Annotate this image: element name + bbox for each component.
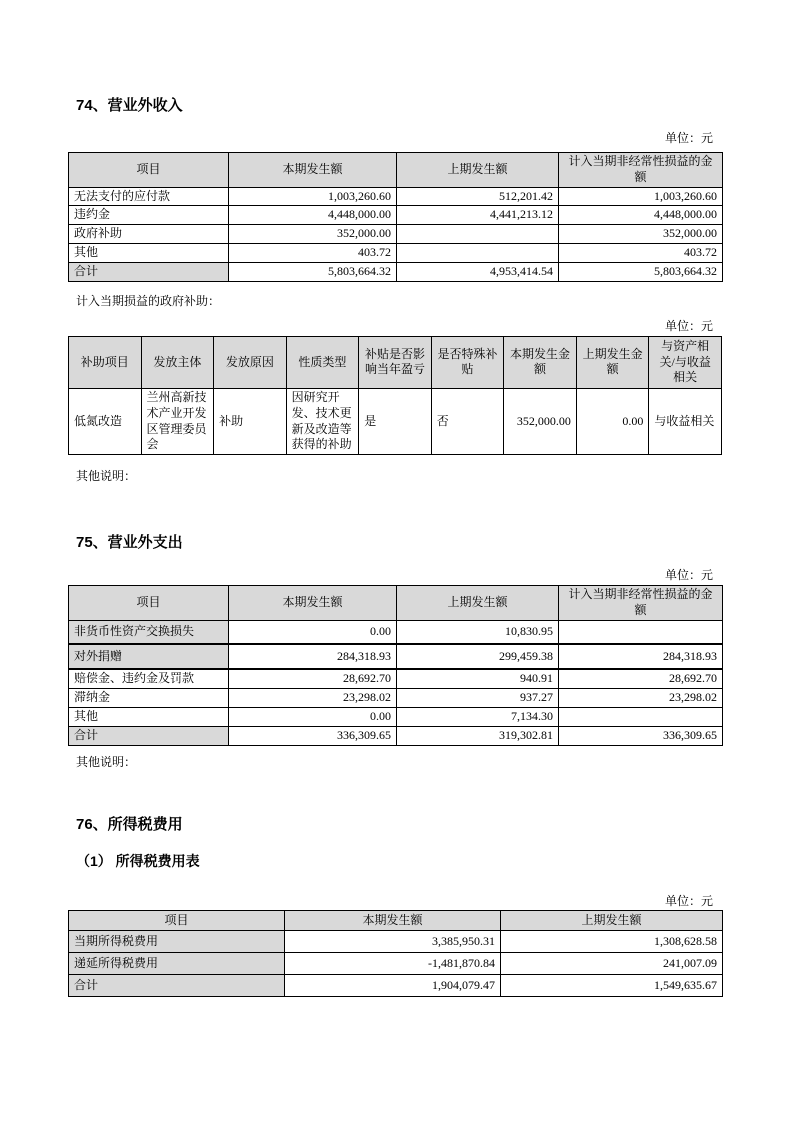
total-row xyxy=(69,974,723,996)
cell-nonrecurring-amount: 5,803,664.32 xyxy=(559,262,723,281)
header-special-subsidy: 是否特殊补贴 xyxy=(431,336,504,388)
cell-prior-amount: 1,308,628.58 xyxy=(501,930,723,952)
cell-nonrecurring-amount: 403.72 xyxy=(559,244,723,263)
header-current-period: 本期发生额 xyxy=(229,586,397,621)
cell-current-amount: 0.00 xyxy=(229,620,397,644)
row-label: 滞纳金 xyxy=(69,689,229,708)
cell-nonrecurring-amount: 284,318.93 xyxy=(559,644,723,669)
cell-current-amount: 352,000.00 xyxy=(229,225,397,244)
cell-prior-amount: 10,830.95 xyxy=(397,620,559,644)
header-nonrecurring-amount: 计入当期非经常性损益的金额 xyxy=(559,586,723,621)
table-header-row xyxy=(69,336,722,388)
table-row xyxy=(69,225,723,244)
header-asset-income-related: 与资产相关/与收益相关 xyxy=(649,336,722,388)
cell-prior-amount: 1,549,635.67 xyxy=(501,974,723,996)
non-operating-expense-table xyxy=(68,585,723,746)
cell-current-amount: 0.00 xyxy=(229,708,397,727)
unit-label-76: 单位：元 xyxy=(664,893,713,908)
table-row xyxy=(69,244,723,263)
row-label: 无法支付的应付款 xyxy=(69,187,229,206)
cell-prior-amount: 0.00 xyxy=(576,388,649,454)
table-row xyxy=(69,206,723,225)
header-current-period: 本期发生额 xyxy=(285,910,501,930)
cell-asset-income-related: 与收益相关 xyxy=(649,388,722,454)
row-label: 对外捐赠 xyxy=(69,644,229,669)
header-prior-period: 上期发生额 xyxy=(501,910,723,930)
cell-prior-amount: 299,459.38 xyxy=(397,644,559,669)
cell-current-amount: 23,298.02 xyxy=(229,689,397,708)
cell-nonrecurring-amount: 1,003,260.60 xyxy=(559,187,723,206)
total-label: 合计 xyxy=(69,726,229,745)
header-item: 项目 xyxy=(69,153,229,188)
cell-current-amount: -1,481,870.84 xyxy=(285,952,501,974)
cell-nonrecurring-amount: 4,448,000.00 xyxy=(559,206,723,225)
cell-current-amount: 1,904,079.47 xyxy=(285,974,501,996)
cell-nature-type: 因研究开发、技术更新及改造等获得的补助 xyxy=(286,388,359,454)
section-76-title: 76、所得税费用 xyxy=(76,815,183,833)
table-row xyxy=(69,689,723,708)
header-item: 项目 xyxy=(69,586,229,621)
cell-nonrecurring-amount: 336,309.65 xyxy=(559,726,723,745)
row-label: 其他 xyxy=(69,708,229,727)
header-item: 项目 xyxy=(69,910,285,930)
header-nonrecurring-amount: 计入当期非经常性损益的金额 xyxy=(559,153,723,188)
cell-prior-amount: 4,953,414.54 xyxy=(397,262,559,281)
cell-prior-amount: 4,441,213.12 xyxy=(397,206,559,225)
row-label: 违约金 xyxy=(69,206,229,225)
cell-current-amount: 352,000.00 xyxy=(504,388,577,454)
table-header-row xyxy=(69,910,723,930)
income-tax-expense-table xyxy=(68,910,723,997)
unit-label-74: 单位：元 xyxy=(664,131,713,145)
cell-current-amount: 1,003,260.60 xyxy=(229,187,397,206)
subsidy-heading: 计入当期损益的政府补助： xyxy=(76,293,221,308)
cell-current-amount: 403.72 xyxy=(229,244,397,263)
section-76-subtitle: （1） 所得税费用表 xyxy=(76,852,200,869)
row-label: 递延所得税费用 xyxy=(69,952,285,974)
cell-prior-amount: 319,302.81 xyxy=(397,726,559,745)
cell-current-amount: 28,692.70 xyxy=(229,669,397,688)
cell-grant-reason: 补助 xyxy=(214,388,287,454)
row-label: 赔偿金、违约金及罚款 xyxy=(69,669,229,688)
table-row xyxy=(69,187,723,206)
table-row xyxy=(69,952,723,974)
cell-prior-amount xyxy=(397,244,559,263)
row-label: 政府补助 xyxy=(69,225,229,244)
header-grantor: 发放主体 xyxy=(141,336,214,388)
cell-nonrecurring-amount xyxy=(559,708,723,727)
cell-current-amount: 336,309.65 xyxy=(229,726,397,745)
table-row xyxy=(69,620,723,644)
cell-affects-profit: 是 xyxy=(359,388,432,454)
cell-nonrecurring-amount xyxy=(559,620,723,644)
total-label: 合计 xyxy=(69,974,285,996)
cell-grantor: 兰州高新技术产业开发区管理委员会 xyxy=(141,388,214,454)
header-grant-reason: 发放原因 xyxy=(214,336,287,388)
cell-nonrecurring-amount: 23,298.02 xyxy=(559,689,723,708)
cell-current-amount: 3,385,950.31 xyxy=(285,930,501,952)
cell-subsidy-project: 低氮改造 xyxy=(69,388,142,454)
cell-current-amount: 5,803,664.32 xyxy=(229,262,397,281)
cell-current-amount: 284,318.93 xyxy=(229,644,397,669)
header-current-amount: 本期发生金额 xyxy=(504,336,577,388)
cell-prior-amount: 512,201.42 xyxy=(397,187,559,206)
total-row xyxy=(69,262,723,281)
non-operating-income-table xyxy=(68,152,723,282)
header-prior-amount: 上期发生金额 xyxy=(576,336,649,388)
row-label: 非货币性资产交换损失 xyxy=(69,620,229,644)
cell-prior-amount: 7,134.30 xyxy=(397,708,559,727)
table-row xyxy=(69,708,723,727)
header-nature-type: 性质类型 xyxy=(286,336,359,388)
table-header-row xyxy=(69,153,723,188)
table-header-row xyxy=(69,586,723,621)
row-label: 当期所得税费用 xyxy=(69,930,285,952)
other-note-74: 其他说明： xyxy=(76,469,137,484)
header-subsidy-project: 补助项目 xyxy=(69,336,142,388)
row-label: 其他 xyxy=(69,244,229,263)
section-75-title: 75、营业外支出 xyxy=(76,534,183,552)
table-row xyxy=(69,644,723,669)
subsidy-row xyxy=(69,388,722,454)
header-affects-profit: 补贴是否影响当年盈亏 xyxy=(359,336,432,388)
total-row xyxy=(69,726,723,745)
section-74-title: 74、营业外收入 xyxy=(76,97,183,114)
government-subsidy-table xyxy=(68,336,722,455)
unit-label-75: 单位：元 xyxy=(664,568,713,583)
header-prior-period: 上期发生额 xyxy=(397,153,559,188)
header-prior-period: 上期发生额 xyxy=(397,586,559,621)
cell-nonrecurring-amount: 28,692.70 xyxy=(559,669,723,688)
cell-prior-amount: 940.91 xyxy=(397,669,559,688)
table-row xyxy=(69,930,723,952)
total-label: 合计 xyxy=(69,262,229,281)
unit-label-subsidy: 单位：元 xyxy=(664,318,713,333)
other-note-75: 其他说明： xyxy=(76,754,137,769)
table-row xyxy=(69,669,723,688)
cell-special-subsidy: 否 xyxy=(431,388,504,454)
cell-prior-amount xyxy=(397,225,559,244)
cell-current-amount: 4,448,000.00 xyxy=(229,206,397,225)
cell-prior-amount: 241,007.09 xyxy=(501,952,723,974)
cell-prior-amount: 937.27 xyxy=(397,689,559,708)
header-current-period: 本期发生额 xyxy=(229,153,397,188)
cell-nonrecurring-amount: 352,000.00 xyxy=(559,225,723,244)
